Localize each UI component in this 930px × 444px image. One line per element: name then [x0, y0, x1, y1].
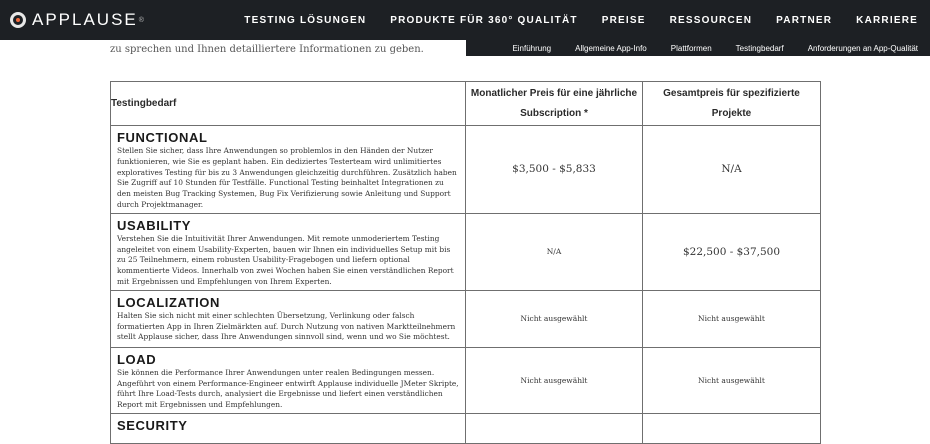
subnav-plattformen[interactable]: Plattformen	[670, 43, 712, 53]
table-row	[111, 290, 821, 347]
table-row	[111, 126, 821, 214]
testing-need-cell	[111, 290, 466, 347]
trademark-mark: ®	[138, 16, 144, 24]
nav-partner[interactable]: PARTNER	[776, 14, 833, 26]
row-title: LOCALIZATION	[117, 294, 220, 310]
row-title: FUNCTIONAL	[117, 130, 208, 145]
total-price-cell: $22,500 - $37,500	[643, 213, 821, 290]
monthly-price-cell	[466, 413, 643, 443]
nav-karriere[interactable]: KARRIERE	[856, 14, 918, 26]
subnav-einfuehrung[interactable]: Einführung	[512, 43, 552, 53]
testing-need-cell	[111, 213, 466, 290]
total-price-cell: Nicht ausgewählt	[643, 290, 821, 347]
row-description: Stellen Sie sicher, dass Ihre Anwendungen so problemlos in den Händen der Nutzer funktionieren, wie Sie es geplant haben. Ein dediziertes Testerteam wird unlimitiertes exploratives Testing für bis zu 3 Anwendungen gleichzeitig durchführen. Zusätzlich haben Sie Zugriff auf 10 Stunden für Testfälle. Functional Testing beinhaltet Integrationen zu den meisten Bug Tracking Systemen, Bug Fix Verifizierung sowie Anleitung und Support durch Projektmanager.	[117, 146, 457, 209]
brand-name: APPLAUSE	[32, 10, 138, 29]
row-description: Verstehen Sie die Intuitivität Ihrer Anwendungen. Mit remote unmoderiertem Testing angeleitet von einem Usability-Experten, bauen wir Ihnen ein individuelles Setup mit bis zu 25 Teilnehmern, einem robusten Usability-Fragebogen und liefern optional kommentierte Videos. Innerhalb von zwei Wochen haben Sie einen verständlichen Report mit Ergebnissen und Empfehlungen von Ihrem Experten.	[117, 233, 454, 286]
table-row	[111, 347, 821, 413]
row-title: USABILITY	[117, 217, 192, 233]
applause-logo-icon	[10, 12, 26, 28]
row-title: LOAD	[117, 351, 157, 367]
pricing-table	[110, 81, 821, 444]
total-price-cell	[643, 413, 821, 443]
monthly-price-cell: $3,500 - $5,833	[466, 126, 643, 214]
subnav-anforderungen[interactable]: Anforderungen an App-Qualität	[807, 43, 918, 53]
table-row	[111, 413, 821, 443]
total-price-cell: N/A	[643, 126, 821, 214]
table-row	[111, 213, 821, 290]
header-testingbedarf: Testingbedarf	[111, 82, 466, 126]
main-menu	[232, 0, 930, 40]
testing-need-cell	[111, 126, 466, 214]
nav-testing-loesungen[interactable]: TESTING LÖSUNGEN	[244, 14, 367, 26]
subnav-testingbedarf[interactable]: Testingbedarf	[735, 43, 784, 53]
row-title: SECURITY	[117, 417, 188, 433]
row-description: Sie können die Performance Ihrer Anwendungen unter realen Bedingungen messen. Angeführt von einem Performance-Engineer entwirft Applause individuelle JMeter Skripte, führt Ihre Load-Tests durch, analysiert die Ergebnisse und liefert einen verständlichen Report mit Ergebnissen und Empfehlungen.	[117, 367, 459, 410]
row-description: Halten Sie sich nicht mit einer schlechten Übersetzung, Verlinkung oder falsch formatierten App in Ihren Zielmärkten auf. Durch Nutzung von nativen Marktteilnehmern stellt Applause sicher, dass Ihre Anwendungen sinnvoll sind, wenn und wo Sie möchtest.	[117, 310, 456, 342]
total-price-cell: Nicht ausgewählt	[643, 347, 821, 413]
monthly-price-cell: Nicht ausgewählt	[466, 347, 643, 413]
section-navigation-bar	[0, 40, 930, 56]
subnav-allgemeine-app-info[interactable]: Allgemeine App-Info	[575, 43, 647, 53]
testing-need-cell	[111, 347, 466, 413]
nav-preise[interactable]: PREISE	[601, 14, 646, 26]
top-navigation-bar	[0, 0, 930, 40]
testing-need-cell	[111, 413, 466, 443]
nav-produkte[interactable]: PRODUKTE FÜR 360° QUALITÄT	[390, 14, 578, 26]
section-menu	[500, 40, 930, 56]
header-monthly-price: Monatlicher Preis für eine jährliche Subscription *	[466, 82, 643, 126]
monthly-price-cell: Nicht ausgewählt	[466, 290, 643, 347]
table-header-row	[111, 82, 821, 126]
monthly-price-cell: N/A	[466, 213, 643, 290]
header-total-price: Gesamtpreis für spezifizierte Projekte	[643, 82, 821, 126]
nav-ressourcen[interactable]: RESSOURCEN	[669, 14, 753, 26]
applause-logo[interactable]	[10, 8, 144, 32]
intro-paragraph: zu sprechen und Ihnen detailliertere Informationen zu geben.	[110, 44, 424, 55]
